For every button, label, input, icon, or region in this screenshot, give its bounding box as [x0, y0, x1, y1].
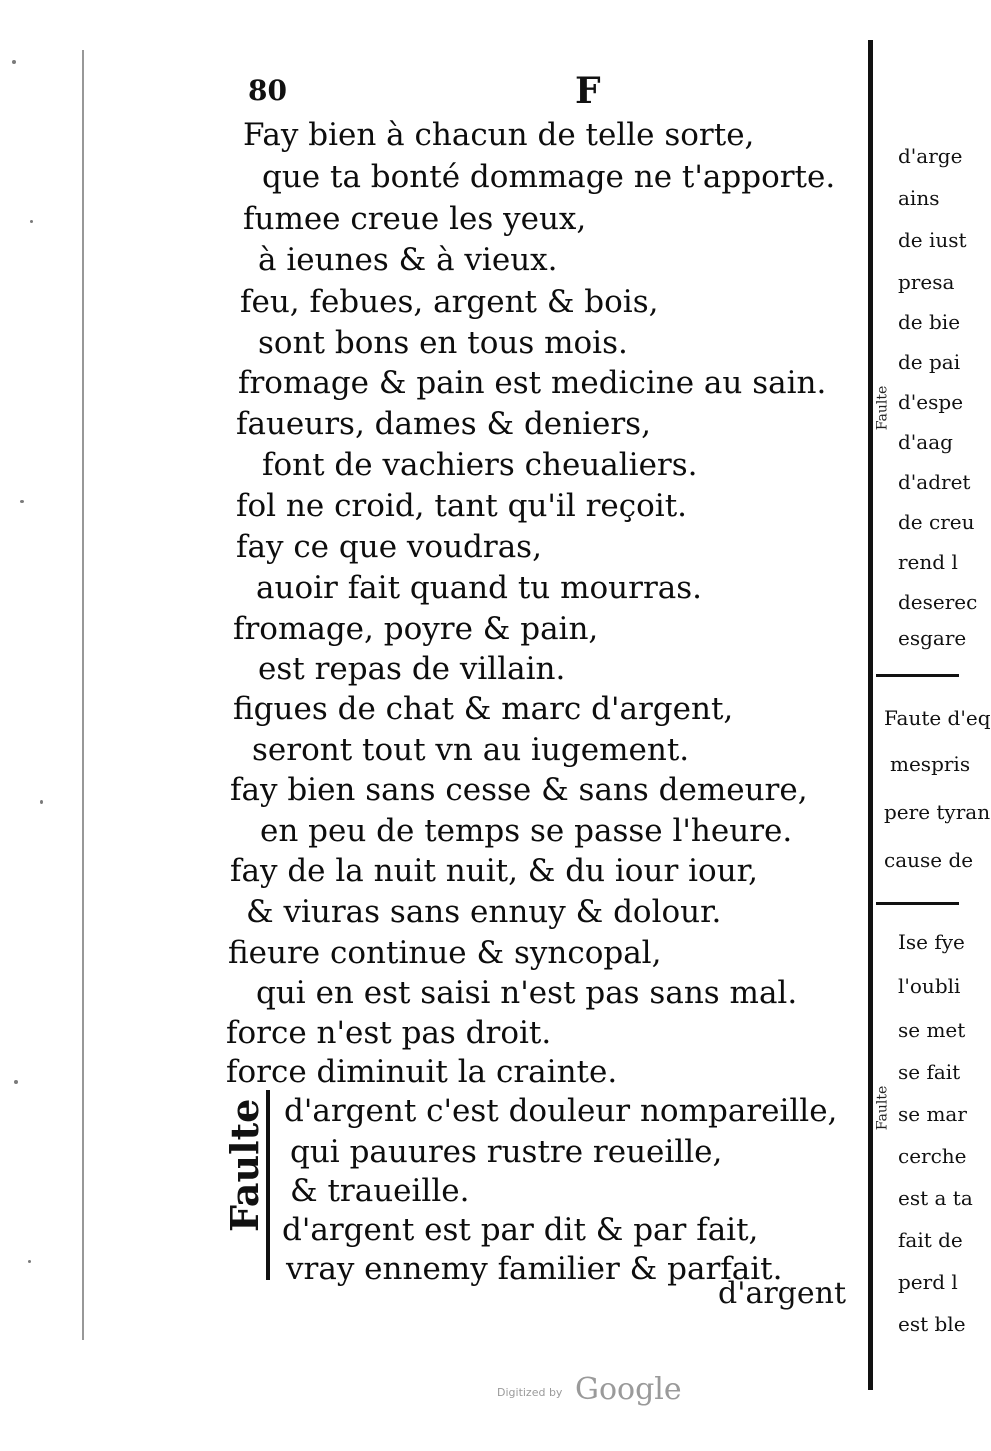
text-line: qui en est saisi n'est pas sans mal.	[256, 975, 798, 1011]
text-line: en peu de temps se passe l'heure.	[260, 813, 793, 849]
margin-side-label: Faulte	[874, 1085, 891, 1131]
text-line: & traueille.	[290, 1173, 470, 1209]
margin-fragment: de pai	[898, 350, 961, 374]
page-number: 80	[248, 74, 287, 107]
margin-fragment: d'espe	[898, 390, 964, 414]
text-line: faueurs, dames & deniers,	[236, 406, 651, 442]
margin-fragment: de bie	[898, 310, 961, 334]
ink-speck	[14, 1080, 18, 1084]
text-line: d'argent est par dit & par fait,	[282, 1212, 759, 1248]
margin-fragment: d'aag	[898, 430, 953, 454]
margin-fragment: deserec	[898, 590, 978, 614]
margin-fragment: cerche	[898, 1144, 967, 1168]
text-line: fay ce que voudras,	[236, 529, 542, 565]
margin-fragment: de creu	[898, 510, 975, 534]
margin-fragment: Faute d'eq	[884, 706, 991, 730]
page-header	[240, 70, 840, 114]
page-gutter	[0, 40, 90, 1360]
facing-page-fragment	[862, 40, 991, 1390]
text-line: fol ne croid, tant qu'il reçoit.	[236, 488, 688, 524]
margin-fragment: d'adret	[898, 470, 971, 494]
text-line: fromage & pain est medicine au sain.	[238, 365, 827, 401]
catchword: d'argent	[718, 1276, 847, 1311]
text-line: fumee creue les yeux,	[243, 201, 587, 237]
margin-fragment: rend l	[898, 550, 958, 574]
margin-fragment: se fait	[898, 1060, 961, 1084]
section-divider	[876, 674, 959, 677]
margin-fragment: presa	[898, 270, 955, 294]
margin-side-label: Faulte	[874, 385, 891, 431]
digitized-by-google-watermark	[497, 1372, 697, 1412]
text-line: figues de chat & marc d'argent,	[233, 691, 734, 727]
text-line: qui pauures rustre reueille,	[290, 1134, 723, 1170]
text-line: seront tout vn au iugement.	[252, 732, 690, 768]
text-line: force n'est pas droit.	[226, 1015, 552, 1051]
text-line: sont bons en tous mois.	[258, 325, 628, 361]
margin-fragment: d'arge	[898, 144, 963, 168]
margin-fragment: mespris	[890, 752, 971, 776]
google-logo: Google	[575, 1372, 682, 1407]
gutter-rule	[82, 50, 84, 1340]
margin-fragment: se mar	[898, 1102, 967, 1126]
margin-fragment: l'oubli	[898, 974, 961, 998]
ink-speck	[30, 220, 33, 223]
ink-speck	[28, 1260, 31, 1263]
margin-fragment: pere tyran	[884, 800, 991, 824]
text-line: fay bien sans cesse & sans demeure,	[230, 772, 808, 808]
margin-fragment: ains	[898, 186, 940, 210]
text-line: fieure continue & syncopal,	[228, 935, 662, 971]
section-divider	[876, 902, 959, 905]
text-line: & viuras sans ennuy & dolour.	[246, 894, 722, 930]
margin-fragment: cause de	[884, 848, 974, 872]
text-line: que ta bonté dommage ne t'apporte.	[262, 159, 836, 195]
text-line: Fay bien à chacun de telle sorte,	[243, 117, 755, 153]
text-line: force diminuit la crainte.	[226, 1054, 618, 1090]
margin-fragment: Ise fye	[898, 930, 965, 954]
margin-fragment: perd l	[898, 1270, 958, 1294]
column-rule	[868, 40, 873, 1390]
text-line: fromage, poyre & pain,	[233, 611, 599, 647]
text-line: est repas de villain.	[258, 651, 566, 687]
text-line: feu, febues, argent & bois,	[240, 284, 659, 320]
ink-speck	[12, 60, 16, 64]
margin-fragment: est a ta	[898, 1186, 973, 1210]
text-line: à ieunes & à vieux.	[258, 242, 558, 278]
text-line: vray ennemy familier & parfait.	[286, 1251, 783, 1287]
text-line: auoir fait quand tu mourras.	[256, 570, 703, 606]
bracket-label: Faulte	[222, 1098, 267, 1232]
ink-speck	[20, 500, 24, 503]
running-head: F	[575, 70, 601, 112]
text-line: font de vachiers cheualiers.	[262, 447, 698, 483]
text-line: fay de la nuit nuit, & du iour iour,	[230, 853, 758, 889]
text-line: d'argent c'est douleur nompareille,	[284, 1093, 838, 1129]
margin-fragment: se met	[898, 1018, 966, 1042]
margin-fragment: de iust	[898, 228, 967, 252]
margin-fragment: esgare	[898, 626, 967, 650]
ink-speck	[40, 800, 43, 804]
margin-fragment: fait de	[898, 1228, 963, 1252]
digitized-by-text: Digitized by	[497, 1386, 563, 1399]
margin-fragment: est ble	[898, 1312, 966, 1336]
